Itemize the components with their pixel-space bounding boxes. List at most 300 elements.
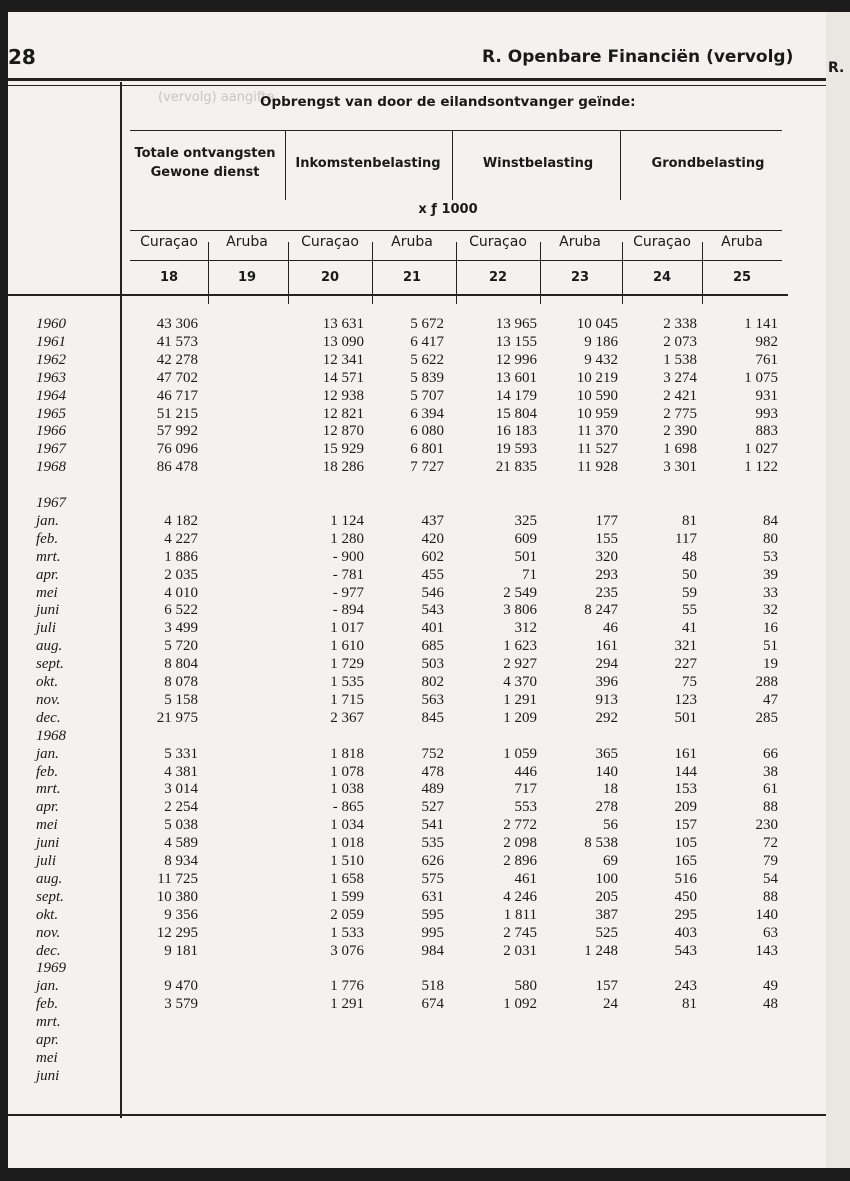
cell-c23: 9 186 xyxy=(584,333,618,350)
cell-c20: 1 034 xyxy=(330,817,364,834)
cell-c22: 2 098 xyxy=(503,835,537,852)
cell-c24: 41 xyxy=(682,620,697,637)
column-number: 21 xyxy=(402,270,422,285)
cell-c18: 5 720 xyxy=(164,638,198,655)
cell-c25: 993 xyxy=(755,405,778,422)
cell-c22: 580 xyxy=(514,978,537,995)
top-rule xyxy=(8,78,826,81)
cell-c20: 12 341 xyxy=(322,351,364,368)
cell-c18: 9 470 xyxy=(164,978,198,995)
cell-c23: 10 590 xyxy=(576,387,618,404)
cell-c18: 9 356 xyxy=(164,906,198,923)
cell-c24: 1 698 xyxy=(663,441,697,458)
cell-c22: 13 965 xyxy=(495,316,537,332)
cell-c18: 5 158 xyxy=(164,691,198,708)
cell-c25: 48 xyxy=(763,996,778,1013)
cell-c24: 243 xyxy=(674,978,697,995)
cell-c21: 6 801 xyxy=(410,441,444,458)
cell-c20: - 865 xyxy=(332,799,364,816)
cell-c23: 292 xyxy=(595,709,618,726)
cell-c25: 285 xyxy=(755,709,778,726)
row-label: juni xyxy=(36,835,60,852)
cell-c24: 165 xyxy=(674,853,697,869)
cell-c20: 12 938 xyxy=(322,387,364,404)
cell-c24: 516 xyxy=(674,870,697,887)
cell-c24: 123 xyxy=(674,691,697,708)
cell-c25: 88 xyxy=(763,888,778,905)
row-label: apr. xyxy=(36,566,59,583)
cell-c21: 6 394 xyxy=(410,405,444,422)
row-label: juni xyxy=(36,1067,60,1084)
cell-c20: - 900 xyxy=(332,548,364,565)
cell-c21: 995 xyxy=(421,924,444,941)
row-label: sept. xyxy=(36,888,64,905)
cell-c22: 717 xyxy=(514,781,537,798)
row-label: juli xyxy=(36,620,57,637)
cell-c20: 2 367 xyxy=(330,709,364,726)
row-label: 1969 xyxy=(36,960,66,977)
cell-c22: 4 370 xyxy=(503,674,537,690)
row-label: mei xyxy=(36,584,58,601)
stub-separator xyxy=(120,82,122,1118)
cell-c25: 79 xyxy=(763,853,778,869)
cell-c23: 8 247 xyxy=(584,602,618,619)
column-number: 23 xyxy=(570,270,590,285)
row-label: aug. xyxy=(36,638,63,655)
cell-c24: 209 xyxy=(674,799,697,816)
cell-c18: 51 215 xyxy=(156,405,198,422)
cell-c18: 1 886 xyxy=(164,548,198,565)
cell-c21: 5 839 xyxy=(410,369,444,386)
cell-c23: 100 xyxy=(595,870,618,887)
island-header: Aruba xyxy=(391,234,433,250)
cell-c23: 10 959 xyxy=(576,405,618,422)
cell-c22: 1 623 xyxy=(503,638,537,655)
cell-c20: 13 090 xyxy=(322,333,364,350)
cell-c22: 21 835 xyxy=(495,459,537,476)
cell-c18: 11 725 xyxy=(157,870,198,887)
row-label: apr. xyxy=(36,1032,59,1048)
unit-label: x ƒ 1000 xyxy=(418,202,478,217)
cell-c21: 401 xyxy=(421,620,444,637)
island-header: Curaçao xyxy=(469,234,527,250)
cell-c18: 2 254 xyxy=(164,799,198,816)
header-winstbelasting: Winstbelasting xyxy=(482,156,594,171)
cell-c18: 76 096 xyxy=(156,441,198,458)
cell-c25: 33 xyxy=(763,584,778,601)
cell-c20: 1 599 xyxy=(330,888,364,905)
cell-c21: 518 xyxy=(421,978,444,995)
header-totale-line2: Gewone dienst xyxy=(150,165,260,180)
cell-c25: 72 xyxy=(763,835,778,852)
cell-c24: 2 073 xyxy=(663,333,697,350)
row-label: mrt. xyxy=(36,548,61,565)
cell-c23: 278 xyxy=(595,799,618,816)
cell-c22: 461 xyxy=(514,870,537,887)
cell-c18: 41 573 xyxy=(156,333,198,350)
cell-c20: 1 038 xyxy=(330,781,364,798)
cell-c21: 420 xyxy=(421,530,444,547)
cell-c25: 54 xyxy=(763,870,778,887)
cell-c18: 57 992 xyxy=(156,423,198,440)
cell-c23: 387 xyxy=(595,906,618,923)
cell-c20: 1 510 xyxy=(330,853,364,869)
cell-c25: 143 xyxy=(755,942,778,959)
cell-c25: 1 027 xyxy=(744,441,778,458)
island-header: Aruba xyxy=(721,234,763,250)
cell-c23: 157 xyxy=(595,978,618,995)
column-number: 19 xyxy=(237,270,257,285)
cell-c24: 2 338 xyxy=(663,316,697,332)
cell-c20: 1 818 xyxy=(330,745,364,762)
cell-c22: 12 996 xyxy=(495,351,537,368)
cell-c22: 16 183 xyxy=(495,423,537,440)
cell-c18: 5 331 xyxy=(164,745,198,762)
cell-c24: 3 301 xyxy=(663,459,697,476)
cell-c20: - 781 xyxy=(332,566,364,583)
cell-c23: 24 xyxy=(603,996,618,1013)
row-label: sept. xyxy=(36,656,64,673)
cell-c24: 153 xyxy=(674,781,697,798)
cell-c18: 4 589 xyxy=(164,835,198,852)
page-number: 28 xyxy=(8,45,36,69)
cell-c25: 47 xyxy=(763,691,778,708)
cell-c18: 8 934 xyxy=(164,853,198,869)
row-label: 1967 xyxy=(36,441,66,458)
cell-c20: 1 017 xyxy=(330,620,364,637)
column-number: 25 xyxy=(732,270,752,285)
row-label: aug. xyxy=(36,870,63,887)
cell-c18: 42 278 xyxy=(156,351,198,368)
header-totale-line1: Totale ontvangsten xyxy=(134,146,276,161)
cell-c22: 553 xyxy=(514,799,537,816)
cell-c25: 931 xyxy=(755,387,778,404)
cell-c25: 883 xyxy=(755,423,778,440)
cell-c21: 575 xyxy=(421,870,444,887)
column-number: 22 xyxy=(488,270,508,285)
cell-c21: 541 xyxy=(421,817,444,834)
row-label: 1968 xyxy=(36,727,66,744)
cell-c22: 2 927 xyxy=(503,656,537,673)
cell-c23: 913 xyxy=(595,691,618,708)
cell-c20: 1 610 xyxy=(330,638,364,655)
cell-c21: 5 622 xyxy=(410,351,444,368)
bleed-through-text: (vervolg) aangifte xyxy=(158,90,275,105)
cell-c22: 1 291 xyxy=(503,691,537,708)
cell-c18: 12 295 xyxy=(156,924,198,941)
cell-c22: 312 xyxy=(514,620,537,637)
row-label: 1966 xyxy=(36,423,66,440)
cell-c25: 80 xyxy=(763,530,778,547)
cell-c25: 1 122 xyxy=(744,459,778,476)
cell-c22: 1 209 xyxy=(503,709,537,726)
cell-c18: 10 380 xyxy=(156,888,198,905)
cell-c24: 321 xyxy=(674,638,697,655)
cell-c23: 18 xyxy=(603,781,618,798)
island-header: Curaçao xyxy=(140,234,198,250)
cell-c24: 2 421 xyxy=(663,387,697,404)
cell-c20: 12 821 xyxy=(322,405,364,422)
cell-c23: 205 xyxy=(595,888,618,905)
row-label: 1964 xyxy=(36,387,66,404)
cell-c20: 1 124 xyxy=(330,512,364,529)
cell-c22: 1 092 xyxy=(503,996,537,1013)
cell-c24: 543 xyxy=(674,942,697,959)
cell-c18: 6 522 xyxy=(164,602,198,619)
cell-c18: 3 579 xyxy=(164,996,198,1013)
cell-c20: 1 729 xyxy=(330,656,364,673)
cell-c25: 16 xyxy=(763,620,778,637)
cell-c25: 84 xyxy=(763,512,778,529)
row-label: mrt. xyxy=(36,1014,61,1031)
cell-c21: 5 672 xyxy=(410,316,444,332)
cell-c24: 81 xyxy=(682,996,697,1013)
cell-c21: 984 xyxy=(421,942,444,959)
cell-c20: 1 291 xyxy=(330,996,364,1013)
island-rule-bottom xyxy=(130,260,782,261)
row-label: jan. xyxy=(36,512,59,529)
cell-c25: 63 xyxy=(763,924,778,941)
cell-c23: 10 045 xyxy=(576,316,618,332)
row-label: feb. xyxy=(36,996,59,1013)
row-label: mei xyxy=(36,817,58,834)
cell-c22: 1 811 xyxy=(503,906,537,923)
cell-c22: 2 031 xyxy=(503,942,537,959)
cell-c25: 88 xyxy=(763,799,778,816)
cell-c24: 501 xyxy=(674,709,697,726)
row-label: nov. xyxy=(36,924,61,941)
column-number: 20 xyxy=(320,270,340,285)
cell-c22: 325 xyxy=(514,512,537,529)
cell-c20: - 894 xyxy=(332,602,364,619)
cell-c24: 1 538 xyxy=(663,351,697,368)
cell-c23: 11 527 xyxy=(577,441,618,458)
cell-c23: 396 xyxy=(595,674,618,690)
cell-c21: 6 080 xyxy=(410,423,444,440)
cell-c21: 685 xyxy=(421,638,444,655)
cell-c24: 157 xyxy=(674,817,697,834)
cell-c21: 802 xyxy=(421,674,444,690)
header-grondbelasting: Grondbelasting xyxy=(651,156,765,171)
cell-c20: 1 078 xyxy=(330,763,364,780)
cell-c24: 59 xyxy=(682,584,697,601)
cell-c22: 4 246 xyxy=(503,888,537,905)
cell-c23: 8 538 xyxy=(584,835,618,852)
running-head: R. Openbare Financiën (vervolg) xyxy=(482,47,794,67)
cell-c25: 61 xyxy=(763,781,778,798)
row-label: dec. xyxy=(36,709,61,726)
row-label: jan. xyxy=(36,978,59,995)
cell-c21: 7 727 xyxy=(410,459,444,476)
cell-c21: 631 xyxy=(421,888,444,905)
cell-c23: 294 xyxy=(595,656,618,673)
cell-c24: 3 274 xyxy=(663,369,697,386)
cell-c21: 527 xyxy=(421,799,444,816)
cell-c20: - 977 xyxy=(332,584,364,601)
cell-c24: 161 xyxy=(674,745,697,762)
cell-c18: 4 010 xyxy=(164,584,198,601)
row-label: juli xyxy=(36,853,57,869)
cell-c21: 503 xyxy=(421,656,444,673)
cell-c23: 11 928 xyxy=(577,459,618,476)
row-label: 1961 xyxy=(36,333,66,350)
row-label: 1967 xyxy=(36,495,66,511)
cell-c23: 9 432 xyxy=(584,351,618,368)
cell-c18: 8 078 xyxy=(164,674,198,690)
row-label: dec. xyxy=(36,942,61,959)
cell-c25: 49 xyxy=(763,978,778,995)
cell-c24: 2 390 xyxy=(663,423,697,440)
cell-c23: 293 xyxy=(595,566,618,583)
cell-c25: 982 xyxy=(755,333,778,350)
row-label: 1960 xyxy=(36,316,66,332)
next-page-edge xyxy=(826,12,850,1168)
cell-c25: 53 xyxy=(763,548,778,565)
header-separator xyxy=(452,130,453,200)
cell-c21: 602 xyxy=(421,548,444,565)
cell-c21: 543 xyxy=(421,602,444,619)
cell-c18: 43 306 xyxy=(156,316,198,332)
cell-c25: 51 xyxy=(763,638,778,655)
cell-c18: 5 038 xyxy=(164,817,198,834)
row-label: 1963 xyxy=(36,369,66,386)
cell-c22: 2 745 xyxy=(503,924,537,941)
cell-c24: 2 775 xyxy=(663,405,697,422)
cell-c23: 1 248 xyxy=(584,942,618,959)
cell-c24: 144 xyxy=(674,763,697,780)
header-totale xyxy=(130,144,280,182)
cell-c23: 69 xyxy=(603,853,618,869)
cell-c22: 71 xyxy=(522,566,537,583)
island-header: Aruba xyxy=(226,234,268,250)
row-label: jan. xyxy=(36,745,59,762)
cell-c25: 761 xyxy=(755,351,778,368)
column-number: 24 xyxy=(652,270,672,285)
cell-c22: 2 772 xyxy=(503,817,537,834)
cell-c18: 46 717 xyxy=(156,387,198,404)
cell-c22: 19 593 xyxy=(495,441,537,458)
row-label: mei xyxy=(36,1049,58,1066)
header-separator xyxy=(620,130,621,200)
cell-c20: 3 076 xyxy=(330,942,364,959)
cell-c21: 478 xyxy=(421,763,444,780)
group-header-rule xyxy=(130,130,782,131)
cell-c20: 1 533 xyxy=(330,924,364,941)
row-label: juni xyxy=(36,602,60,619)
cell-c25: 230 xyxy=(755,817,778,834)
group-header: Opbrengst van door de eilandsontvanger geïnde: xyxy=(260,94,636,110)
cell-c23: 235 xyxy=(595,584,618,601)
header-separator xyxy=(285,130,286,200)
cell-c20: 1 018 xyxy=(330,835,364,852)
cell-c23: 10 219 xyxy=(576,369,618,386)
cell-c21: 674 xyxy=(421,996,444,1013)
next-page-letter: R. xyxy=(828,60,845,76)
cell-c24: 50 xyxy=(682,566,697,583)
cell-c25: 288 xyxy=(755,674,778,690)
cell-c24: 403 xyxy=(674,924,697,941)
cell-c18: 8 804 xyxy=(164,656,198,673)
cell-c25: 38 xyxy=(763,763,778,780)
cell-c21: 455 xyxy=(421,566,444,583)
cell-c22: 3 806 xyxy=(503,602,537,619)
bottom-rule xyxy=(8,1114,826,1116)
cell-c21: 563 xyxy=(421,691,444,708)
cell-c21: 535 xyxy=(421,835,444,852)
cell-c18: 2 035 xyxy=(164,566,198,583)
cell-c24: 75 xyxy=(682,674,697,690)
cell-c22: 609 xyxy=(514,530,537,547)
cell-c23: 365 xyxy=(595,745,618,762)
cell-c21: 752 xyxy=(421,745,444,762)
island-header: Curaçao xyxy=(301,234,359,250)
cell-c23: 140 xyxy=(595,763,618,780)
cell-c22: 14 179 xyxy=(495,387,537,404)
cell-c22: 13 601 xyxy=(495,369,537,386)
row-label: feb. xyxy=(36,530,59,547)
cell-c18: 3 499 xyxy=(164,620,198,637)
cell-c23: 11 370 xyxy=(577,423,618,440)
cell-c20: 1 280 xyxy=(330,530,364,547)
cell-c22: 1 059 xyxy=(503,745,537,762)
cell-c23: 320 xyxy=(595,548,618,565)
header-bottom-rule xyxy=(8,294,788,296)
column-number: 18 xyxy=(159,270,179,285)
cell-c21: 845 xyxy=(421,709,444,726)
cell-c21: 489 xyxy=(421,781,444,798)
island-rule-top xyxy=(130,230,782,231)
cell-c24: 81 xyxy=(682,512,697,529)
cell-c24: 117 xyxy=(675,530,697,547)
row-label: apr. xyxy=(36,799,59,816)
cell-c20: 1 535 xyxy=(330,674,364,690)
cell-c21: 437 xyxy=(421,512,444,529)
cell-c21: 6 417 xyxy=(410,333,444,350)
row-label: mrt. xyxy=(36,781,61,798)
cell-c25: 1 075 xyxy=(744,369,778,386)
cell-c24: 450 xyxy=(674,888,697,905)
cell-c20: 15 929 xyxy=(322,441,364,458)
cell-c20: 12 870 xyxy=(322,423,364,440)
cell-c25: 39 xyxy=(763,566,778,583)
top-rule-thin xyxy=(8,85,826,86)
cell-c22: 15 804 xyxy=(495,405,537,422)
cell-c24: 48 xyxy=(682,548,697,565)
cell-c20: 1 776 xyxy=(330,978,364,995)
cell-c23: 46 xyxy=(603,620,618,637)
cell-c20: 1 658 xyxy=(330,870,364,887)
cell-c25: 140 xyxy=(755,906,778,923)
cell-c18: 86 478 xyxy=(156,459,198,476)
cell-c18: 4 227 xyxy=(164,530,198,547)
row-label: feb. xyxy=(36,763,59,780)
cell-c18: 4 182 xyxy=(164,512,198,529)
row-label: okt. xyxy=(36,906,59,923)
cell-c22: 13 155 xyxy=(495,333,537,350)
cell-c21: 595 xyxy=(421,906,444,923)
cell-c20: 1 715 xyxy=(330,691,364,708)
cell-c23: 177 xyxy=(595,512,618,529)
cell-c18: 3 014 xyxy=(164,781,198,798)
cell-c25: 66 xyxy=(763,745,778,762)
cell-c22: 2 896 xyxy=(503,853,537,869)
cell-c25: 19 xyxy=(763,656,778,673)
cell-c25: 1 141 xyxy=(744,316,778,332)
cell-c18: 21 975 xyxy=(156,709,198,726)
cell-c24: 105 xyxy=(674,835,697,852)
cell-c22: 446 xyxy=(514,763,537,780)
island-header: Curaçao xyxy=(633,234,691,250)
